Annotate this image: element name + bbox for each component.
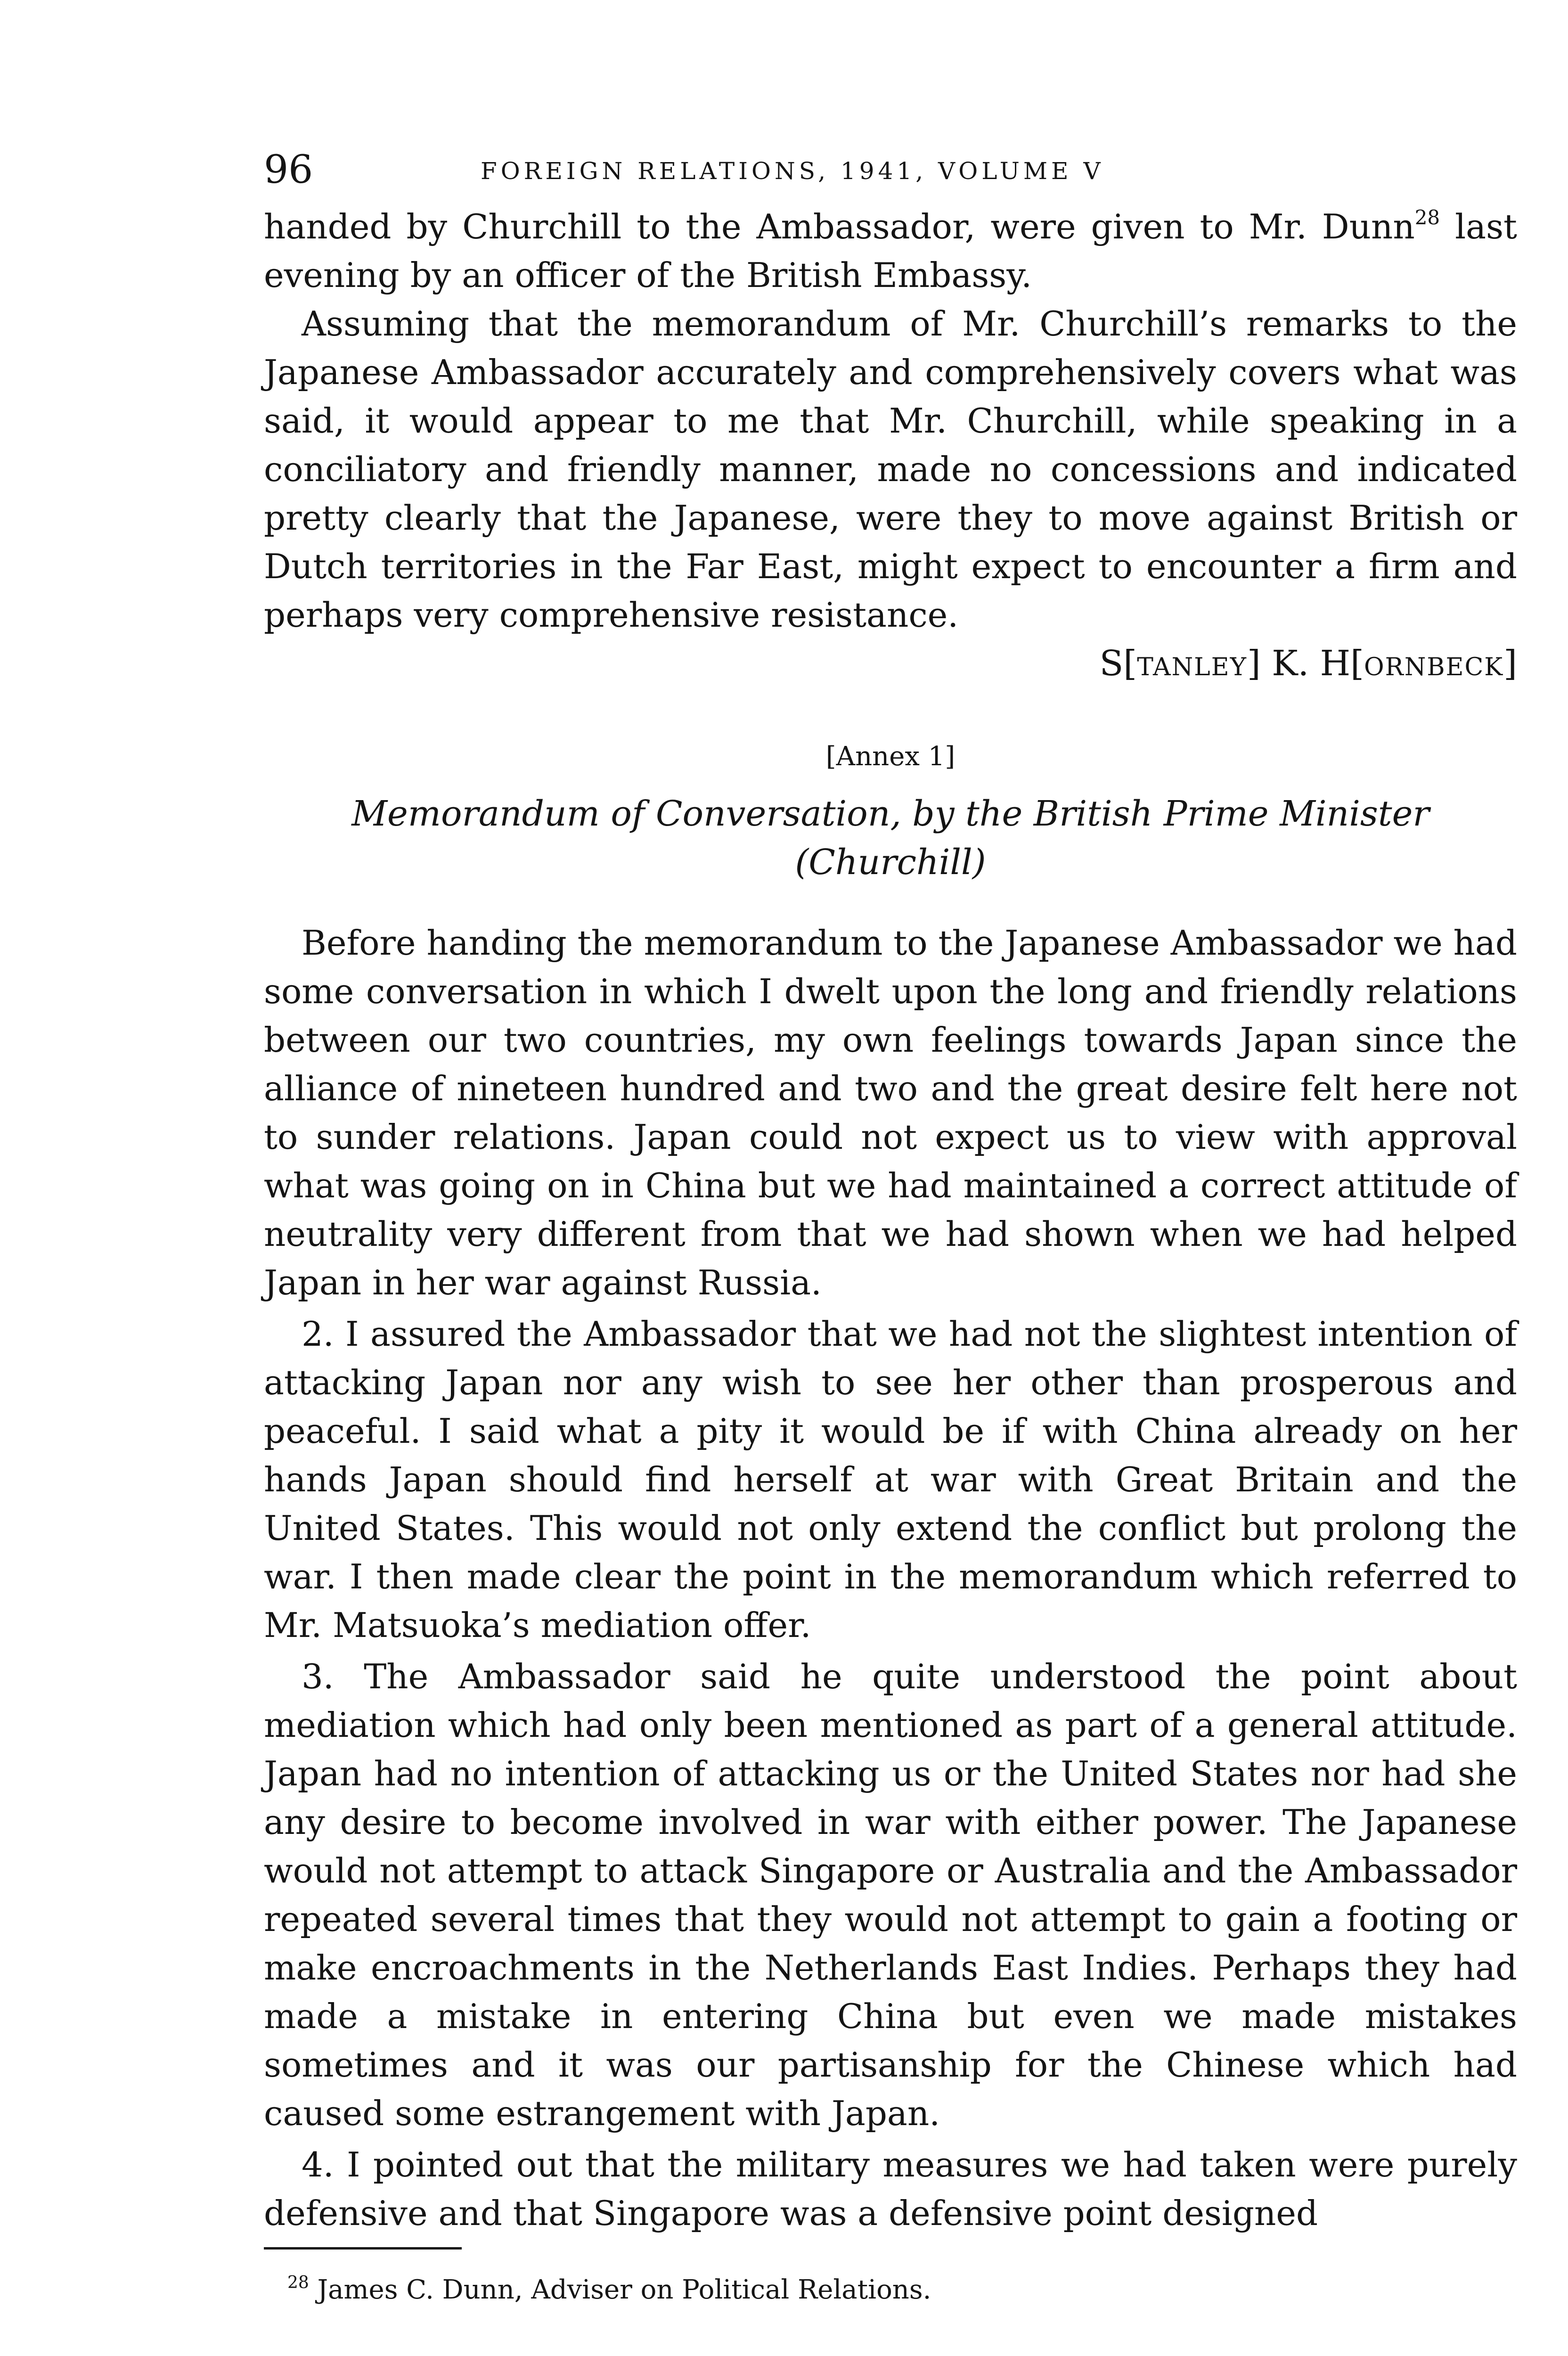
intro-paragraph-2: Assuming that the memorandum of Mr. Churchill’s remarks to the Japanese Ambassador accurately and comprehensively covers what was said, it would appear to me that Mr. Churchill, while speaking in a conciliatory and friendly manner, made no concessions and indicated pretty clearly that the Japanese, were they to move against British or Dutch territories in the Far East, might expect to encounter a firm and perhaps very comprehensive resistance. [264,304,1517,635]
footnote [264,2274,1517,2306]
footnote-rule [264,2247,462,2250]
signature [264,639,1517,692]
memo-paragraph-3: 3. The Ambassador said he quite understood the point about mediation which had only been mentioned as part of a general attitude. Japan had no intention of attacking us or the United States nor had she any desire to become involved in war with either power. The Japanese would not attempt to attack Singapore or Australia and the Ambassador repeated several times that they would not attempt to gain a footing or make encroachments in the Netherlands East Indies. Perhaps they had made a mistake in entering China but even we made mistakes sometimes and it was our partisanship for the Chinese which had caused some estrangement with Japan. [264,1657,1517,2133]
footnote-reference: 28 [1414,206,1440,229]
memo-paragraph-4: 4. I pointed out that the military measures we had taken were purely defensive and that Singapore was a defensive point designed [264,2145,1517,2233]
page-header [264,147,1517,203]
memo-title-line-1: Memorandum of Conversation, by the British Prime Minister [351,794,1429,834]
page-number: 96 [264,147,313,192]
memo-title-line-2: (Churchill) [795,842,986,883]
intro-paragraph-1 [264,203,1517,300]
signature-part-3: ] [1503,643,1517,684]
intro-p1-text-a: handed by Churchill to the Ambassador, were given to Mr. Dunn [264,207,1415,246]
document-page [264,147,1517,2306]
signature-smallcaps-2: ORNBECK [1364,653,1504,681]
annex-label: [Annex 1] [825,741,956,772]
memo-title [264,790,1517,887]
running-head: FOREIGN RELATIONS, 1941, VOLUME V [481,157,1104,185]
signature-smallcaps-1: TANLEY [1137,653,1247,681]
signature-part-1: S[ [1099,643,1137,684]
memo-paragraph-2: 2. I assured the Ambassador that we had not the slightest intention of attacking Japan nor any wish to see her other than prosperous and peaceful. I said what a pity it would be if with China already on her hands Japan should find herself at war with Great Britain and the United States. This would not only extend the conflict but prolong the war. I then made clear the point in the memorandum which referred to Mr. Matsuoka’s mediation offer. [264,1314,1517,1645]
signature-part-2: ] K. H[ [1247,643,1364,684]
memo-paragraph-1: Before handing the memorandum to the Japanese Ambassador we had some conversation in which I dwelt upon the long and friendly relations between our two countries, my own feelings towards Japan since the alliance of nineteen hundred and two and the great desire felt here not to sunder relations. Japan could not expect us to view with approval what was going on in China but we had maintained a correct attitude of neutrality very different from that we had shown when we had helped Japan in her war against Russia. [264,923,1517,1302]
footnote-number: 28 [287,2273,309,2292]
intro-p1-text-b: last evening by an officer of the British Embassy. [264,207,1517,295]
footnote-text: James C. Dunn, Adviser on Political Relations. [309,2274,931,2305]
